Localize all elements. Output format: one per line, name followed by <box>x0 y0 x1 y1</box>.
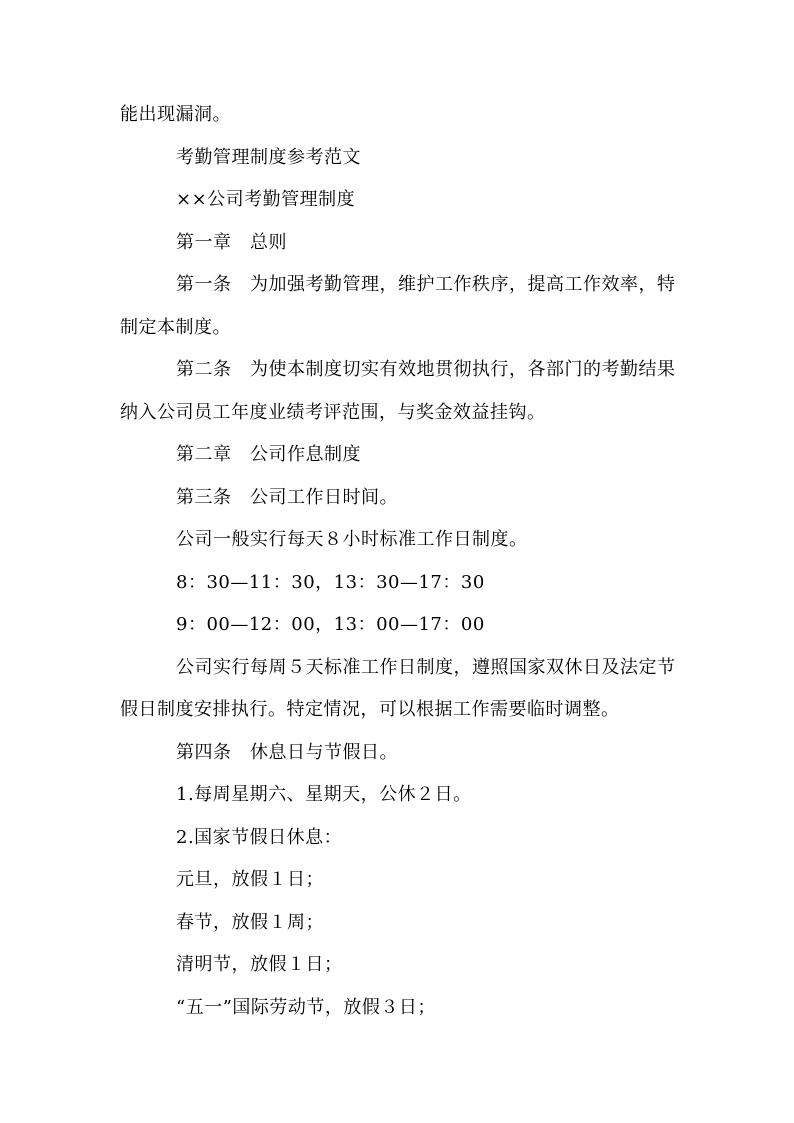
holiday-spring-festival: 春节，放假１周； <box>176 912 324 933</box>
article-1-line-2: 制定本制度。 <box>120 317 231 338</box>
article-2-line-2: 纳入公司员工年度业绩考评范围，与奖金效益挂钩。 <box>120 402 546 423</box>
schedule-option-2: 9：00—12：00，13：00—17：00 <box>176 614 485 635</box>
holiday-item-national: 2.国家节假日休息： <box>176 827 343 848</box>
chapter-heading-2: 第二章 公司作息制度 <box>176 444 361 465</box>
text-line-reference-title: 考勤管理制度参考范文 <box>176 147 361 168</box>
holiday-labour-day: “五一”国际劳动节，放假３日； <box>176 997 436 1018</box>
holiday-item-weekend: 1.每周星期六、星期天，公休２日。 <box>176 784 472 805</box>
holiday-new-year: 元旦，放假１日； <box>176 869 324 890</box>
chapter-heading-1: 第一章 总则 <box>176 232 287 253</box>
workday-rule: 公司一般实行每天８小时标准工作日制度。 <box>176 529 528 550</box>
article-1-line-1: 第一条 为加强考勤管理，维护工作秩序，提高工作效率，特 <box>176 274 676 295</box>
schedule-option-1: 8：30—11：30，13：30—17：30 <box>176 572 485 593</box>
weekly-rule-line-1: 公司实行每周５天标准工作日制度，遵照国家双休日及法定节 <box>176 657 676 678</box>
text-line-continuation: 能出现漏洞。 <box>120 104 231 125</box>
article-2-line-1: 第二条 为使本制度切实有效地贯彻执行，各部门的考勤结果 <box>176 359 676 380</box>
holiday-qingming: 清明节，放假１日； <box>176 954 343 975</box>
article-4-heading: 第四条 休息日与节假日。 <box>176 742 398 763</box>
text-line-document-title: ××公司考勤管理制度 <box>176 189 356 210</box>
weekly-rule-line-2: 假日制度安排执行。特定情况，可以根据工作需要临时调整。 <box>120 699 620 720</box>
article-3-heading: 第三条 公司工作日时间。 <box>176 487 398 508</box>
